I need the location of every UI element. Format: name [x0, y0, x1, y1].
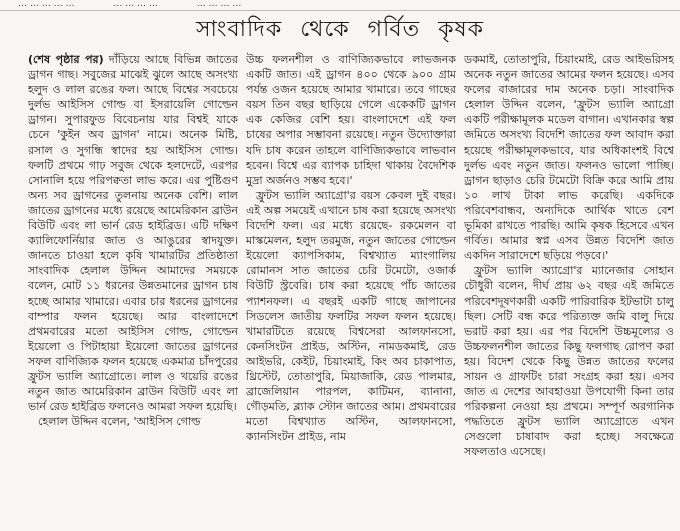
strip-text-1: … … … … … [18, 0, 75, 9]
column-1-paragraph-1 [28, 52, 238, 414]
continued-from-label: (শেষ পৃষ্ঠার পর) [28, 53, 104, 66]
column-3 [464, 52, 674, 528]
column-1 [28, 52, 238, 528]
column-2 [246, 52, 456, 528]
article-body [28, 52, 674, 528]
strip-text-3: … … … … [196, 0, 242, 9]
column-3-paragraph-1: ডকমাই, তোতাপুরি, চিয়াংমাই, রেড আইভরিসহ অনেক নতুন জাতের আমের ফলন হয়েছে। এসব ফলের বাজারের দাম অনেক চড়া। সাংবাদিক হেলাল উদ্দিন বলেন, 'ফ্রুটস ভ্যালি অ্যাগ্রো একটি পরীক্ষামূলক মডেল বাগান। এখানকার স্বল্প জমিতে অসংখ্য বিদেশি জাতের ফল আবাদ করা হয়েছে পরীক্ষামূলকভাবে, যার অধিকাংশই বিশ্বে দুর্লভ এবং নতুন জাত। ফলনও ভালো পাচ্ছি। ড্রাগন ছাড়াও চেরি টমেটো বিক্রি করে আমি প্রায় ১০ লাখ টাকা লাভ করেছি। একদিকে পরিবেশবান্ধব, অন্যদিকে আর্থিক খাতে বেশ ভূমিকা রাখতে পারছি। আমি কৃষক হিসেবে এখন গর্বিত। আমার স্বপ্ন এসব উন্নত বিদেশি জাত একদিন সারাদেশে ছড়িয়ে পড়বে।' [464, 53, 674, 263]
column-1-paragraph-2: হেলাল উদ্দিন বলেন, 'আইসিস গোল্ড [38, 415, 201, 429]
column-2-paragraph-2: ফ্রুটস ভ্যালি অ্যাগ্রো'র বয়স কেবল দুই বছর। এই অল্প সময়েই এখানে চাষ করা হয়েছে অসংখ্য বিদেশি ফল। এর মধ্যে রয়েছে- রকমেলন বা মাস্কমেলন, হলুদ তরমুজ, নতুন জাতের গোল্ডেন ইয়েলো ক্যাপসিকাম, বিশ্বখ্যাত ম্যাংগালিয় রোমানস সাত জাতের চেরি টমেটো, ওজার্ক বিউটি স্ট্রবেরি। চাষ করা হয়েছে পাঁচ জাতের প্যাশনফল। এ বছরই একটি গাছে জাপানের সিডলেস জাতীয় ফলটির সফল ফলন হয়েছে। খামারটিতে রয়েছে বিশ্বসেরা আলফানসো, কেনসিংটন প্রাইড, অস্টিন, নামডকমাই, রেড আইভরি, কেইট, চিয়াংমাই, কিং অব চাকাপাত, থ্রিস্টেট, তোতাপুরি, মিয়াজাকি, রেড পালমার, ব্রাজেলিয়ান পারপল, কাটিমন, ব্যানানা, গৌড়মতি, ব্ল্যাক স্টোন জাতের আম। প্রথমবারের মতো বিশ্বখ্যাত অস্টিন, আলফানসো, ক্যানসিংটন প্রাইড, নাম [246, 188, 456, 444]
article-headline: সাংবাদিক থেকে গর্বিত কৃষক [195, 16, 484, 42]
column-3-paragraph-2: ফ্রুটস ভ্যালি অ্যাগ্রো'র ম্যানেজার সোহান চৌধুরী বলেন, দীর্ঘ প্রায় ৬২ বছর এই জমিতে পরিবেশদূষণকারী একটি পারিবারিক ইটভাটা চালু ছিল। সেটি বন্ধ করে পরিত্যক্ত জমি বালু দিয়ে ভরাট করা হয়। এর পর বিদেশি উচ্চমূল্যের ও উচ্চফলনশীল জাতের কিছু ফলগাছ রোপণ করা হয়। বিদেশ থেকে কিছু উন্নত জাতের ফলের সায়ন ও গ্রাফটিং চারা সংগ্রহ করা হয়। এসব জাত এ দেশের আবহাওয়া উপযোগী কিনা তার পরিকল্পনা নেওয়া হয় প্রথমে। সম্পূর্ণ অরগানিক পদ্ধতিতে ফ্রুটস ভ্যালি অ্যাগ্রোতে এখন সেগুলো চাষাবাদ করা হচ্ছে। সবক্ষেত্রে সফলতাও এসেছে। [464, 264, 674, 459]
headline-container [0, 10, 680, 50]
column-1-text-1: দাঁড়িয়ে আছে বিভিন্ন জাতের ড্রাগন গাছ। সবুজের মাঝেই ঝুলে আছে অসংখ্য হলুদ ও লাল রঙের ফল। আছে বিশ্বের সবচেয়ে দুর্লভ আইসিস গোল্ড বা ইসরায়েলি গোল্ডেন ড্রাগন। সুপারফুড বিবেচনায় যার বিশ্বই যাকে চেনে 'কুইন অব ড্রাগন' নামে। অনেক মিষ্টি, রসাল ও সুগন্ধি স্বাদের হয় আইসিস গোল্ড। ফলটি প্রথমে গাঢ় সবুজ থেকে হলদেটে, এরপর সোনালি হয়ে পরিপক্বতা লাভ করে। এর পুষ্টিগুণ অন্য সব ড্রাগনের তুলনায় অনেক বেশি। লাল জাতের ড্রাগনের মধ্যে রয়েছে আমেরিকান ব্রাউন বিউটি এবং লা ভার্ন রেড হাইব্রিড। এটি দক্ষিণ ক্যালিফোর্নিয়ার জাত ও আঙুরের স্বাদযুক্ত। জানতে চাওয়া হলে কৃষি খামারটির প্রতিষ্ঠাতা সাংবাদিক হেলাল উদ্দিন আমাদের সময়কে বলেন, মোট ১১ ধরনের উন্নতমানের ড্রাগন চাষ হচ্ছে আমার খামারে। এবার চার ধরনের ড্রাগনের বাম্পার ফলন হয়েছে। আর বাংলাদেশে প্রথমবারের মতো আইসিস গোল্ড, গোল্ডেন ইয়েলো ও পিটাহায়া ইয়েলো জাতের ড্রাগনের সফল বাণিজ্যিক ফলন হয়েছে একমাত্র চাঁদপুরের ফ্রুটস ভ্যালি অ্যাগ্রোতে। লাল ও খয়েরি রঙের নতুন জাত আমেরিকান ব্রাউন বিউটি এবং লা ভার্ন রেড হাইব্রিড ফলনেও আমরা সফল হয়েছি। [28, 53, 238, 414]
column-2-paragraph-1: উচ্চ ফলনশীল ও বাণিজ্যিকভাবে লাভজনক একটি জাত। এই ড্রাগন ৪০০ থেকে ৯০০ গ্রাম পর্যন্ত ওজন হয়েছে আমার খামারে। তবে গাছের বয়স তিন বছর ছাড়িয়ে গেলে একেকটি ড্রাগন এক কেজির বেশি হয়। বাংলাদেশে এই ফল চাষের অপার সম্ভাবনা রয়েছে। নতুন উদ্যোক্তারা যদি চাষ করেন তাহলে বাণিজ্যিকভাবে লাভবান হবেন। বিশ্বে এর ব্যাপক চাহিদা থাকায় বৈদেশিক মুদ্রা অর্জনও সম্ভব হবে।' [246, 53, 456, 187]
strip-text-2: … … … … [113, 0, 158, 9]
